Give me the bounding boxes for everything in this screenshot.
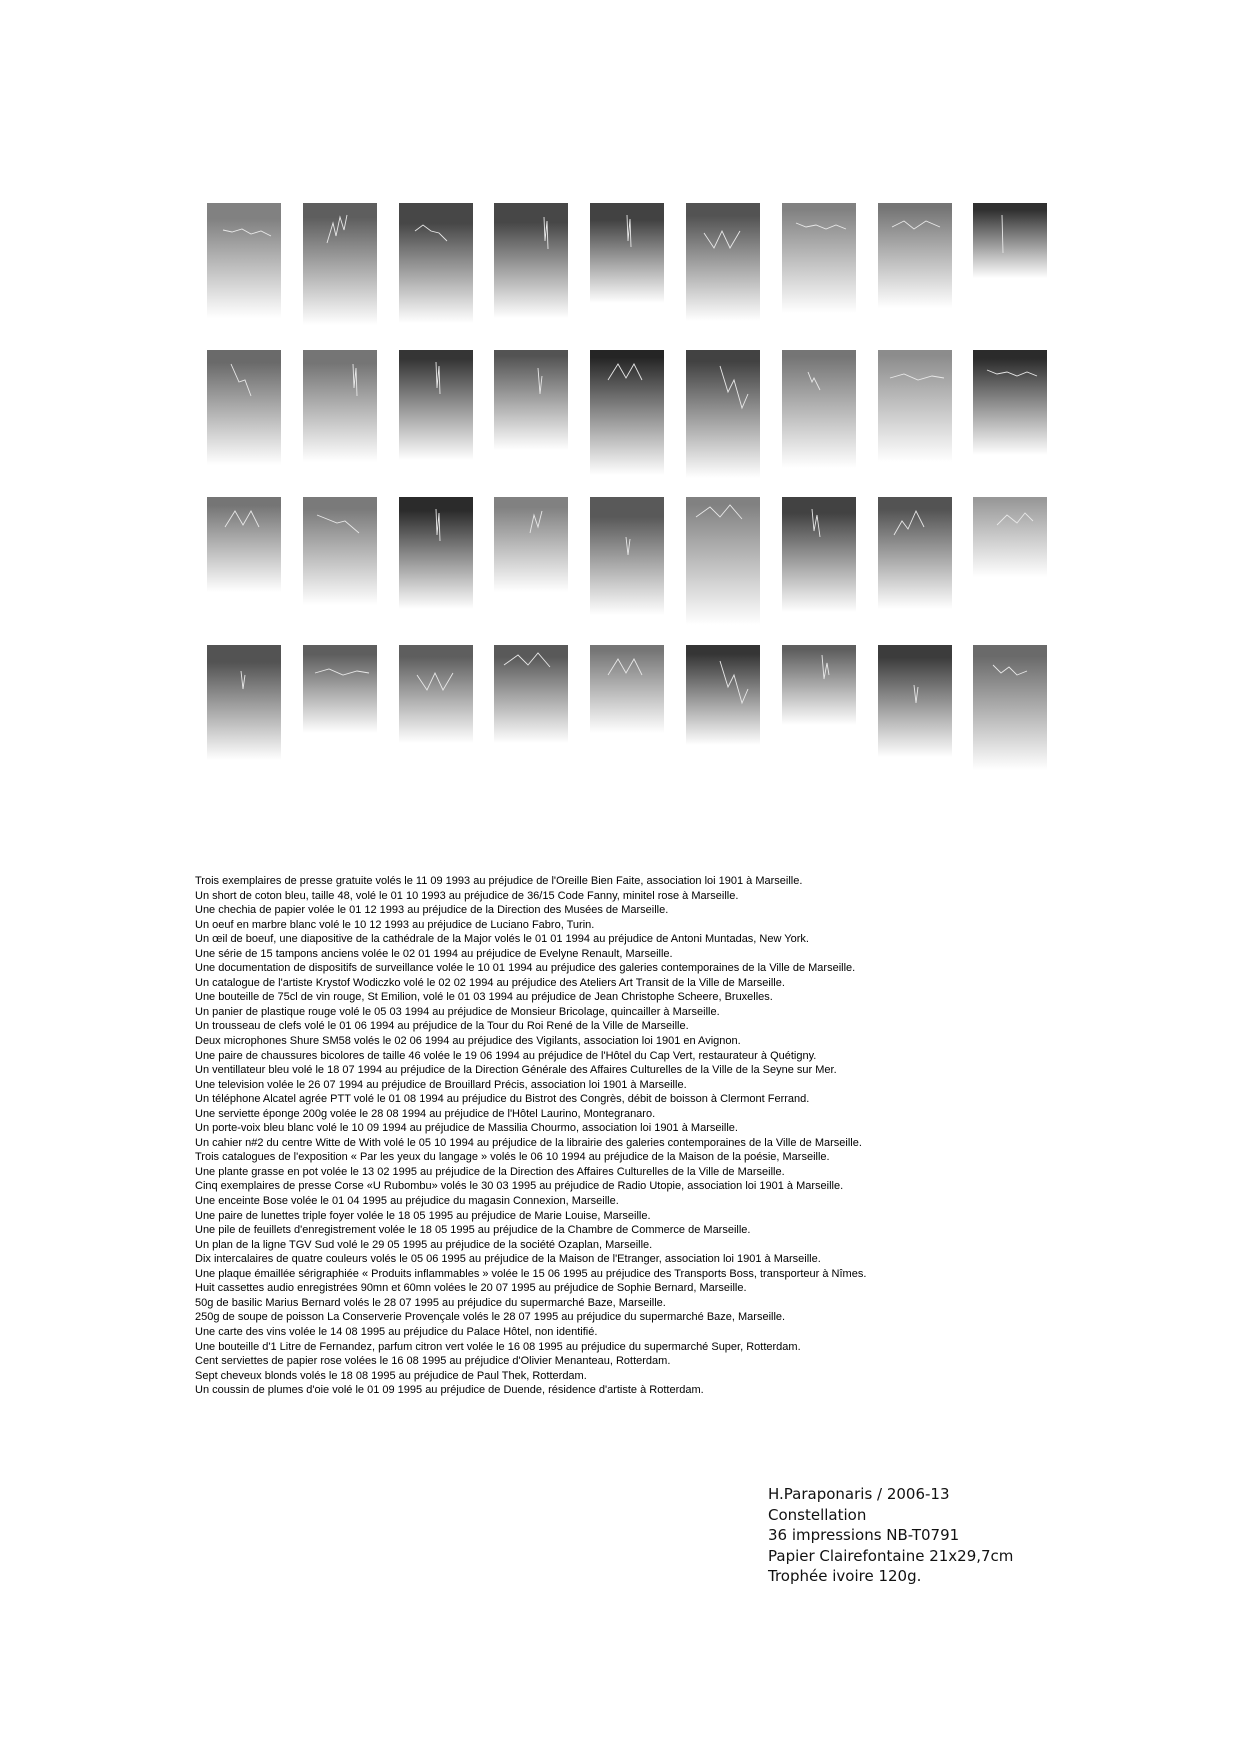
inventory-item: Une carte des vins volée le 14 08 1995 au préjudice du Palace Hôtel, non identifié.: [195, 1325, 598, 1338]
print-tile: [303, 350, 377, 462]
inventory-item: Un cahier n#2 du centre Witte de With volé le 05 10 1994 au préjudice de la librairie des galeries contemporaines de la Ville de Marseille.: [195, 1136, 862, 1149]
inventory-item: Une television volée le 26 07 1994 au préjudice de Brouillard Précis, association loi 1901 à Marseille.: [195, 1078, 687, 1091]
print-line: [878, 203, 952, 308]
print-line-stroke: [720, 366, 748, 408]
inventory-item: Un catalogue de l'artiste Krystof Wodiczko volé le 02 02 1994 au préjudice des Ateliers Art Transit de la Ville de Marseille.: [195, 976, 785, 989]
print-line-stroke: [225, 511, 259, 527]
print-line: [590, 497, 664, 615]
print-tile: [686, 203, 760, 321]
inventory-item: Une paire de lunettes triple foyer volée le 18 05 1995 au préjudice de Marie Louise, Marseille.: [195, 1209, 651, 1222]
inventory-item: 250g de soupe de poisson La Conserverie Provençale volés le 28 07 1995 au préjudice du supermarché Baze, Marseille.: [195, 1311, 786, 1324]
inventory-item: Une plaque émaillée sérigraphiée « Produits inflammables » volée le 15 06 1995 au préjudice des Transports Boss, transporteur à Nîmes.: [195, 1267, 867, 1280]
print-line-stroke: [608, 659, 642, 675]
print-line-stroke: [417, 673, 453, 690]
inventory-item: Une paire de chaussures bicolores de taille 46 volée le 19 06 1994 au préjudice de l'Hôtel du Cap Vert, restaurateur à Quétigny.: [195, 1049, 817, 1062]
print-line: [782, 203, 856, 313]
print-line-stroke: [436, 362, 440, 394]
print-line: [399, 350, 473, 460]
print-line-stroke: [231, 364, 251, 396]
print-line-stroke: [241, 671, 245, 689]
print-line-stroke: [993, 665, 1027, 675]
print-line: [973, 645, 1047, 770]
print-tile: [207, 350, 281, 465]
print-tile: [782, 203, 856, 313]
print-line: [878, 497, 952, 609]
print-line-stroke: [812, 509, 820, 537]
inventory-item: Un trousseau de clefs volé le 01 06 1994 au préjudice de la Tour du Roi René de la Ville de Marseille.: [195, 1020, 689, 1033]
print-line: [590, 350, 664, 475]
print-tile: [494, 497, 568, 592]
print-line: [303, 350, 377, 462]
caption-edition: 36 impressions NB-T0791: [768, 1526, 960, 1544]
print-line-stroke: [894, 511, 924, 535]
print-line: [303, 203, 377, 325]
print-tile: [494, 203, 568, 318]
print-tile: [973, 350, 1047, 455]
print-tile: [590, 645, 664, 733]
print-tile: [878, 645, 952, 757]
print-line: [590, 645, 664, 733]
print-line: [686, 645, 760, 745]
print-tile: [494, 350, 568, 450]
print-tile: [399, 203, 473, 323]
inventory-item: Dix intercalaires de quatre couleurs volés le 05 06 1995 au préjudice de la Maison de l'Etranger, association loi 1901 à Marseille.: [195, 1253, 821, 1266]
inventory-item: Une chechia de papier volée le 01 12 1993 au préjudice de la Direction des Musées de Marseille.: [195, 904, 669, 917]
print-line: [782, 645, 856, 725]
print-tile: [303, 645, 377, 733]
print-line-stroke: [997, 513, 1033, 525]
caption-paper: Papier Clairefontaine 21x29,7cm: [768, 1546, 1014, 1565]
theft-inventory-list: [195, 874, 1095, 1398]
print-line: [686, 497, 760, 625]
inventory-item: Une documentation de dispositifs de surveillance volée le 10 01 1994 au préjudice des galeries contemporaines de la Ville de Marseille.: [195, 962, 856, 975]
print-tile: [590, 350, 664, 475]
print-tile: [207, 645, 281, 760]
inventory-item: Un porte-voix bleu blanc volé le 10 09 1994 au préjudice de Massilia Chourmo, association loi 1901 à Marseille.: [195, 1122, 738, 1135]
print-line-stroke: [1002, 215, 1003, 253]
print-line-stroke: [315, 669, 369, 675]
inventory-item: Un œil de boeuf, une diapositive de la cathédrale de la Major volés le 01 01 1994 au préjudice de Antoni Muntadas, New York.: [195, 933, 809, 946]
inventory-item: Trois catalogues de l'exposition « Par les yeux du langage » volés le 06 10 1994 au préjudice de la Maison de la poésie, Marseille.: [195, 1151, 830, 1164]
inventory-item: Une pile de feuillets d'enregistrement volée le 18 05 1995 au préjudice de la Chambre de Commerce de Marseille.: [195, 1224, 751, 1237]
print-line: [973, 497, 1047, 577]
inventory-item: Une enceinte Bose volée le 01 04 1995 au préjudice du magasin Connexion, Marseille.: [195, 1195, 619, 1208]
inventory-item: Deux microphones Shure SM58 volés le 02 06 1994 au préjudice des Vigilants, association loi 1901 en Avignon.: [195, 1035, 741, 1048]
print-tile: [782, 645, 856, 725]
print-line-stroke: [436, 509, 440, 541]
print-tile: [686, 497, 760, 625]
print-tile: [973, 497, 1047, 577]
inventory-item: Trois exemplaires de presse gratuite volés le 11 09 1993 au préjudice de l'Oreille Bien Faite, association loi 1901 à Marseille.: [195, 875, 803, 887]
print-line: [494, 497, 568, 592]
artwork-caption: [768, 1484, 1013, 1587]
inventory-item: Sept cheveux blonds volés le 18 08 1995 au préjudice de Paul Thek, Rotterdam.: [195, 1369, 587, 1382]
print-tile: [782, 497, 856, 612]
inventory-item: Une bouteille d'1 Litre de Fernandez, parfum citron vert volée le 16 08 1995 au préjudice du supermarché Super, Rotterdam.: [195, 1340, 801, 1353]
inventory-item: Un short de coton bleu, taille 48, volé le 01 10 1993 au préjudice de 36/15 Code Fanny, minitel rose à Marseille.: [195, 889, 739, 902]
print-line: [399, 497, 473, 609]
print-tile: [303, 203, 377, 325]
inventory-item: Un coussin de plumes d'oie volé le 01 09 1995 au préjudice de Duende, résidence d'artiste à Rotterdam.: [195, 1384, 704, 1397]
print-tile: [973, 645, 1047, 770]
print-tile: [590, 497, 664, 615]
print-line-stroke: [353, 364, 357, 396]
print-line: [207, 350, 281, 465]
print-line: [399, 203, 473, 323]
print-line: [878, 350, 952, 462]
print-line: [590, 203, 664, 303]
print-line-stroke: [796, 223, 846, 229]
caption-weight: Trophée ivoire 120g.: [768, 1567, 922, 1585]
print-line: [782, 497, 856, 612]
inventory-item: Un panier de plastique rouge volé le 05 03 1994 au préjudice de Monsieur Bricolage, quincailler à Marseille.: [195, 1005, 720, 1018]
print-line: [494, 645, 568, 743]
print-line: [494, 350, 568, 450]
print-line-stroke: [504, 653, 550, 667]
print-tile: [207, 497, 281, 592]
print-line-stroke: [720, 661, 748, 703]
inventory-item: 50g de basilic Marius Bernard volés le 28 07 1995 au préjudice du supermarché Baze, Marseille.: [195, 1296, 666, 1309]
print-line-stroke: [704, 231, 740, 248]
print-tile: [782, 350, 856, 468]
inventory-item: Huit cassettes audio enregistrées 90mn et 60mn volées le 20 07 1995 au préjudice de Sophie Bernard, Marseille.: [195, 1282, 747, 1295]
inventory-item: Une série de 15 tampons anciens volée le 02 01 1994 au préjudice de Evelyne Renault, Marseille.: [195, 947, 673, 960]
print-line-stroke: [914, 685, 918, 703]
print-line: [686, 350, 760, 478]
print-line-stroke: [626, 537, 630, 555]
inventory-item: Une bouteille de 75cl de vin rouge, St Emilion, volé le 01 03 1994 au préjudice de Jean Christophe Scheere, Bruxelles.: [195, 991, 773, 1004]
print-tile: [207, 203, 281, 318]
print-tile: [686, 645, 760, 745]
inventory-item: Un téléphone Alcatel agrée PTT volé le 01 08 1994 au préjudice du Bistrot des Congrès, débit de boisson à Clermont Ferrand.: [195, 1093, 810, 1106]
inventory-item: Un ventillateur bleu volé le 18 07 1994 au préjudice de la Direction Générale des Affaires Culturelles de la Ville de la Seyne sur Mer.: [195, 1064, 837, 1077]
print-tile: [590, 203, 664, 303]
print-line: [782, 350, 856, 468]
print-line: [973, 203, 1047, 278]
print-grid: [0, 0, 1240, 800]
print-line-stroke: [608, 364, 642, 380]
print-line-stroke: [808, 372, 820, 390]
print-tile: [686, 350, 760, 478]
caption-artist-date: H.Paraponaris / 2006-13: [768, 1485, 950, 1503]
print-tile: [494, 645, 568, 743]
print-line-stroke: [822, 655, 829, 679]
print-line-stroke: [223, 229, 271, 236]
print-line: [686, 203, 760, 321]
print-tile: [399, 497, 473, 609]
print-line: [207, 497, 281, 592]
inventory-item: Un plan de la ligne TGV Sud volé le 29 05 1995 au préjudice de la société Ozaplan, Marseille.: [195, 1238, 653, 1251]
print-tile: [303, 497, 377, 605]
print-tile: [399, 645, 473, 743]
print-line: [303, 645, 377, 733]
print-line: [303, 497, 377, 605]
print-tile: [878, 497, 952, 609]
print-tile: [878, 203, 952, 308]
print-line: [494, 203, 568, 318]
print-line: [973, 350, 1047, 455]
print-line-stroke: [890, 374, 944, 380]
print-line-stroke: [892, 221, 940, 229]
print-tile: [878, 350, 952, 462]
print-line-stroke: [327, 215, 347, 243]
print-line: [878, 645, 952, 757]
print-line: [207, 645, 281, 760]
print-line-stroke: [538, 368, 542, 394]
print-line: [207, 203, 281, 318]
print-line-stroke: [544, 217, 548, 249]
inventory-item: Cent serviettes de papier rose volées le 16 08 1995 au préjudice d'Olivier Menanteau, Rotterdam.: [195, 1355, 671, 1368]
print-line-stroke: [530, 511, 542, 533]
print-line-stroke: [317, 515, 359, 533]
caption-title: Constellation: [768, 1505, 867, 1524]
print-line-stroke: [627, 215, 631, 247]
inventory-item: Une plante grasse en pot volée le 13 02 1995 au préjudice de la Direction des Affaires Culturelles de la Ville de Marseille.: [195, 1165, 785, 1178]
print-tile: [973, 203, 1047, 278]
inventory-item: Une serviette éponge 200g volée le 28 08 1994 au préjudice de l'Hôtel Laurino, Montegranaro.: [195, 1107, 656, 1120]
print-line-stroke: [696, 505, 742, 519]
print-line-stroke: [415, 225, 447, 241]
inventory-item: Un oeuf en marbre blanc volé le 10 12 1993 au préjudice de Luciano Fabro, Turin.: [195, 918, 595, 931]
print-line-stroke: [987, 370, 1037, 376]
inventory-item: Cinq exemplaires de presse Corse «U Rubombu» volés le 30 03 1995 au préjudice de Radio Utopie, association loi 1901 à Marseille.: [195, 1180, 844, 1193]
print-tile: [399, 350, 473, 460]
print-line: [399, 645, 473, 743]
